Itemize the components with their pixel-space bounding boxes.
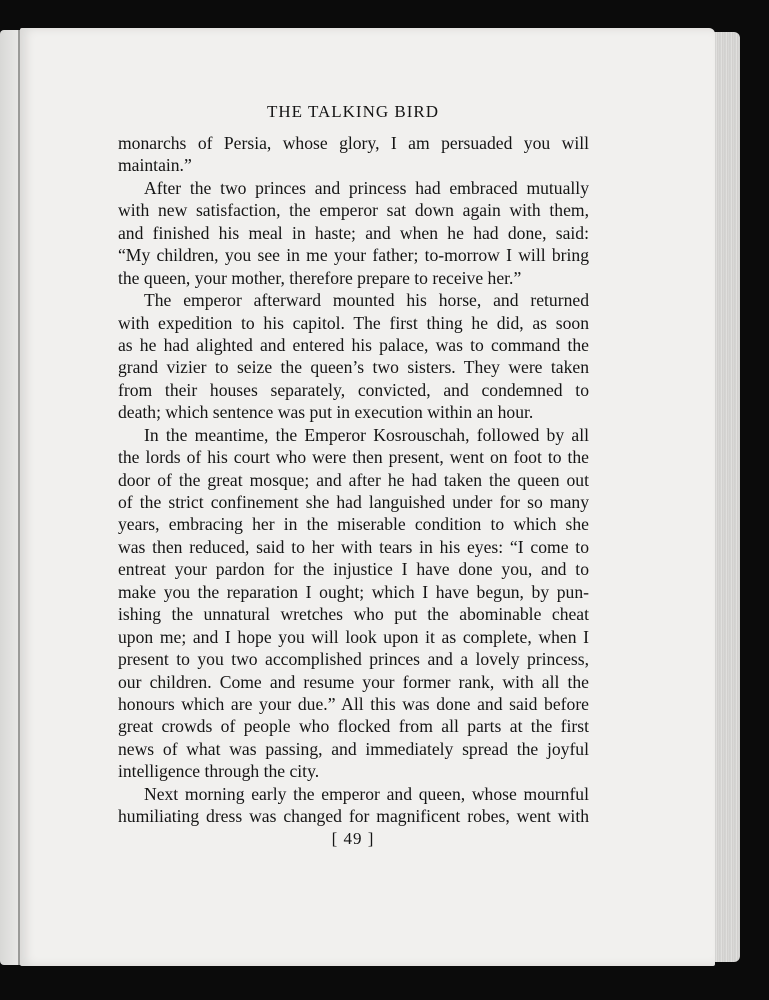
text-line: and finished his meal in haste; and when he had done, said: bbox=[118, 222, 589, 243]
text-line: “My children, you see in me your father; to-morrow I will bring bbox=[118, 245, 589, 266]
text-line: great crowds of people who flocked from all parts at the first bbox=[118, 716, 589, 737]
text-line: grand vizier to seize the queen’s two sisters. They were taken bbox=[118, 357, 589, 378]
text-line: intelligence through the city. bbox=[118, 761, 320, 782]
text-line: of the strict confinement she had languished under for so many bbox=[118, 492, 589, 512]
text-line: as he had alighted and entered his palace, was to command the bbox=[118, 334, 589, 355]
text-line: After the two princes and princess had embraced mutually bbox=[144, 177, 589, 198]
text-line: door of the great mosque; and after he had taken the queen out bbox=[118, 469, 589, 490]
text-line: was then reduced, said to her with tears in his eyes: “I come to bbox=[118, 536, 589, 557]
text-line: maintain.” bbox=[118, 155, 192, 176]
text-line: ishing the unnatural wretches who put the abominable cheat bbox=[118, 604, 589, 625]
text-line: monarchs of Persia, whose glory, I am persuaded you will bbox=[118, 133, 589, 153]
page-body-text bbox=[118, 132, 589, 828]
text-line: In the meantime, the Emperor Kosrouschah, followed by all bbox=[144, 424, 589, 445]
text-line: honours which are your due.” All this was done and said before bbox=[118, 693, 589, 714]
text-line: the queen, your mother, therefore prepare to receive her.” bbox=[118, 267, 522, 288]
text-line: with new satisfaction, the emperor sat down again with them, bbox=[118, 200, 589, 221]
text-line: with expedition to his capitol. The first thing he did, as soon bbox=[118, 312, 589, 333]
text-line: from their houses separately, convicted, and condemned to bbox=[118, 379, 589, 400]
text-line: the lords of his court who were then present, went on foot to the bbox=[118, 447, 589, 468]
page-number: [ 49 ] bbox=[331, 829, 375, 848]
text-line: upon me; and I hope you will look upon it as complete, when I bbox=[118, 626, 589, 647]
text-line: make you the reparation I ought; which I have begun, by pun- bbox=[118, 581, 589, 602]
running-head: THE TALKING BIRD bbox=[266, 102, 440, 121]
text-line: Next morning early the emperor and queen, whose mournful bbox=[144, 783, 589, 804]
text-line: humiliating dress was changed for magnificent robes, went with bbox=[118, 806, 589, 827]
text-line: entreat your pardon for the injustice I have done you, and to bbox=[118, 559, 589, 580]
text-line: present to you two accomplished princes and a lovely princess, bbox=[118, 649, 589, 670]
text-line: death; which sentence was put in execution within an hour. bbox=[118, 402, 534, 423]
text-line: news of what was passing, and immediately spread the joyful bbox=[118, 738, 589, 759]
text-line: The emperor afterward mounted his horse, and returned bbox=[144, 290, 589, 311]
text-line: our children. Come and resume your former rank, with all the bbox=[118, 671, 589, 692]
text-line: years, embracing her in the miserable condition to which she bbox=[118, 514, 589, 535]
